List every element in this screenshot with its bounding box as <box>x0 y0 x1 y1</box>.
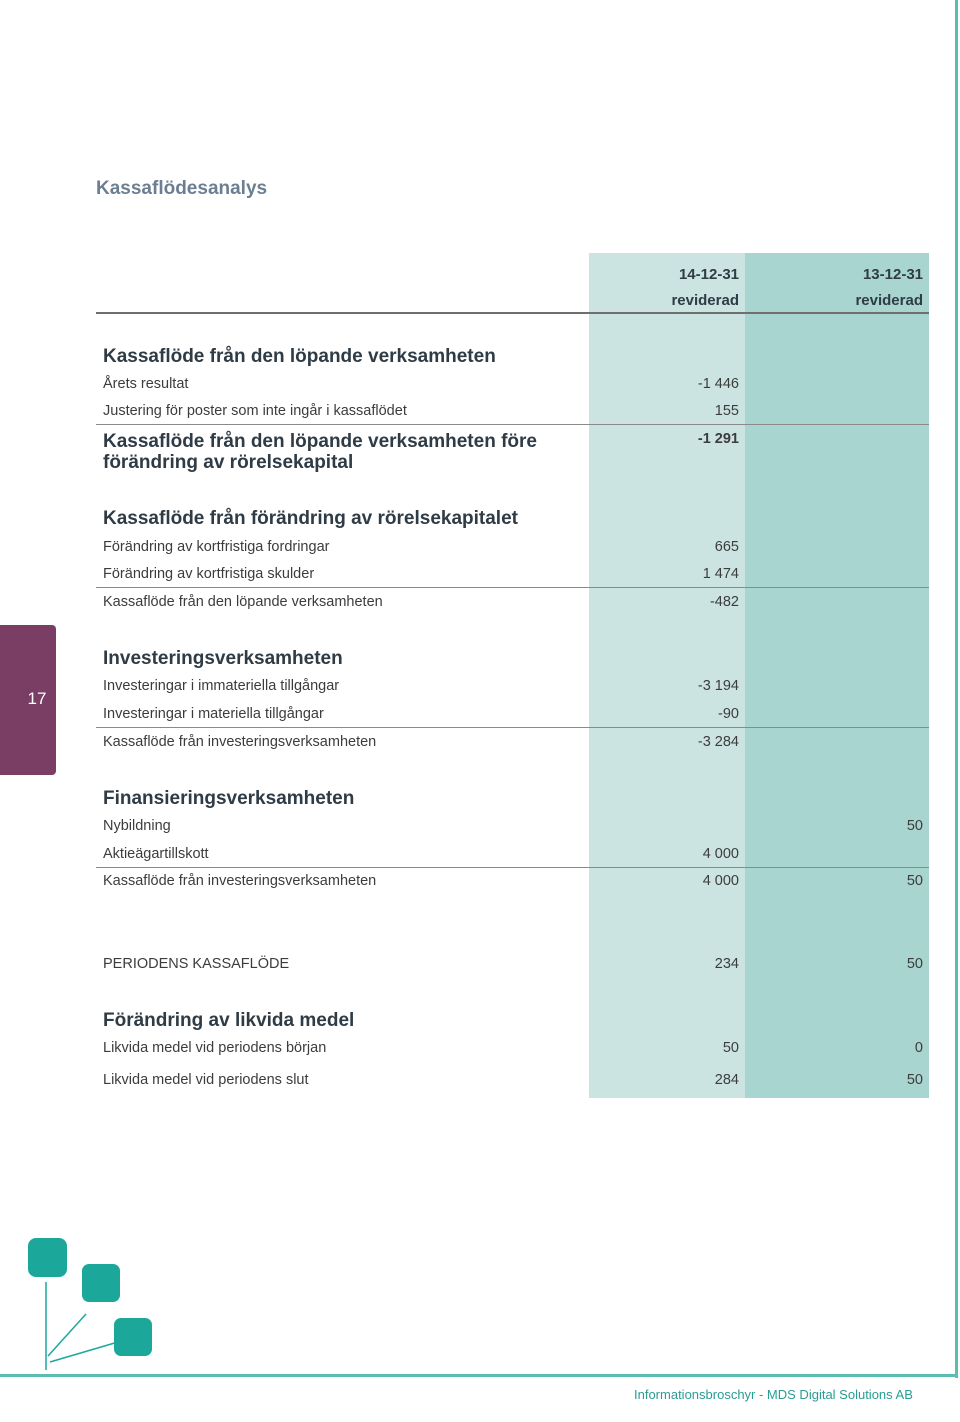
row-divider <box>96 727 929 728</box>
row-divider <box>96 867 929 868</box>
row-label: Aktieägartillskott <box>103 846 209 862</box>
column-header-2 <box>745 262 923 314</box>
row-label: Kassaflöde från den löpande verksamheten <box>103 594 383 610</box>
row-value-col1: 234 <box>714 956 739 972</box>
section-heading: Finansieringsverksamheten <box>103 788 355 809</box>
row-value-col1: 284 <box>714 1072 739 1088</box>
column-header-1-note: reviderad <box>671 292 739 309</box>
header-divider <box>96 312 929 314</box>
row-label: Förändring av kortfristiga skulder <box>103 566 315 582</box>
row-value-col2: 0 <box>914 1040 923 1056</box>
section-heading: Kassaflöde från förändring av rörelsekapitalet <box>103 508 518 529</box>
row-label: Likvida medel vid periodens slut <box>103 1072 309 1088</box>
row-value-col1: -482 <box>709 594 739 610</box>
row-value-col1: -1 446 <box>697 376 739 392</box>
row-label: Förändring av kortfristiga fordringar <box>103 539 330 555</box>
row-value-col1: -3 194 <box>697 678 739 694</box>
footer-text: Informationsbroschyr - MDS Digital Solutions AB <box>634 1387 913 1402</box>
row-label: Investeringar i materiella tillgångar <box>103 706 324 722</box>
row-value-col1: -90 <box>718 706 739 722</box>
row-label: Årets resultat <box>103 376 189 392</box>
section-heading: Förändring av likvida medel <box>103 1010 355 1031</box>
row-divider <box>96 424 929 425</box>
section-heading: Kassaflöde från den löpande verksamheten <box>103 346 496 367</box>
bottom-edge-rule <box>0 1374 958 1377</box>
row-value-col2: 50 <box>906 1072 923 1088</box>
page-number-tab <box>0 625 56 775</box>
row-label: Justering för poster som inte ingår i kassaflödet <box>103 403 407 419</box>
column-header-1 <box>589 262 739 314</box>
row-value-col2: 50 <box>906 873 923 889</box>
company-logo-icon <box>20 1230 160 1370</box>
row-value-col1: -1 291 <box>697 431 739 447</box>
section-heading: Investeringsverksamheten <box>103 648 343 669</box>
row-value-col1: 4 000 <box>702 846 739 862</box>
column-header-1-date: 14-12-31 <box>678 266 739 283</box>
row-value-col1: -3 284 <box>697 734 739 750</box>
row-label: PERIODENS KASSAFLÖDE <box>103 956 290 972</box>
row-label: Kassaflöde från investeringsverksamheten <box>103 734 377 750</box>
row-label: Kassaflöde från investeringsverksamheten <box>103 873 377 889</box>
row-value-col1: 1 474 <box>702 566 739 582</box>
row-divider <box>96 587 929 588</box>
page-number: 17 <box>27 689 47 708</box>
row-value-col1: 4 000 <box>702 873 739 889</box>
row-label: Investeringar i immateriella tillgångar <box>103 678 340 694</box>
row-label: Nybildning <box>103 818 171 834</box>
row-value-col1: 665 <box>714 539 739 555</box>
right-edge-rule <box>955 0 958 1378</box>
column-header-2-date: 13-12-31 <box>862 266 923 283</box>
page-title: Kassaflödesanalys <box>96 178 268 199</box>
subtotal-heading: Kassaflöde från den löpande verksamheten före förändring av rörelsekapital <box>103 431 537 473</box>
row-label: Likvida medel vid periodens början <box>103 1040 327 1056</box>
row-value-col2: 50 <box>906 818 923 834</box>
row-value-col1: 50 <box>722 1040 739 1056</box>
row-value-col1: 155 <box>714 403 739 419</box>
row-value-col2: 50 <box>906 956 923 972</box>
column-header-2-note: reviderad <box>855 292 923 309</box>
